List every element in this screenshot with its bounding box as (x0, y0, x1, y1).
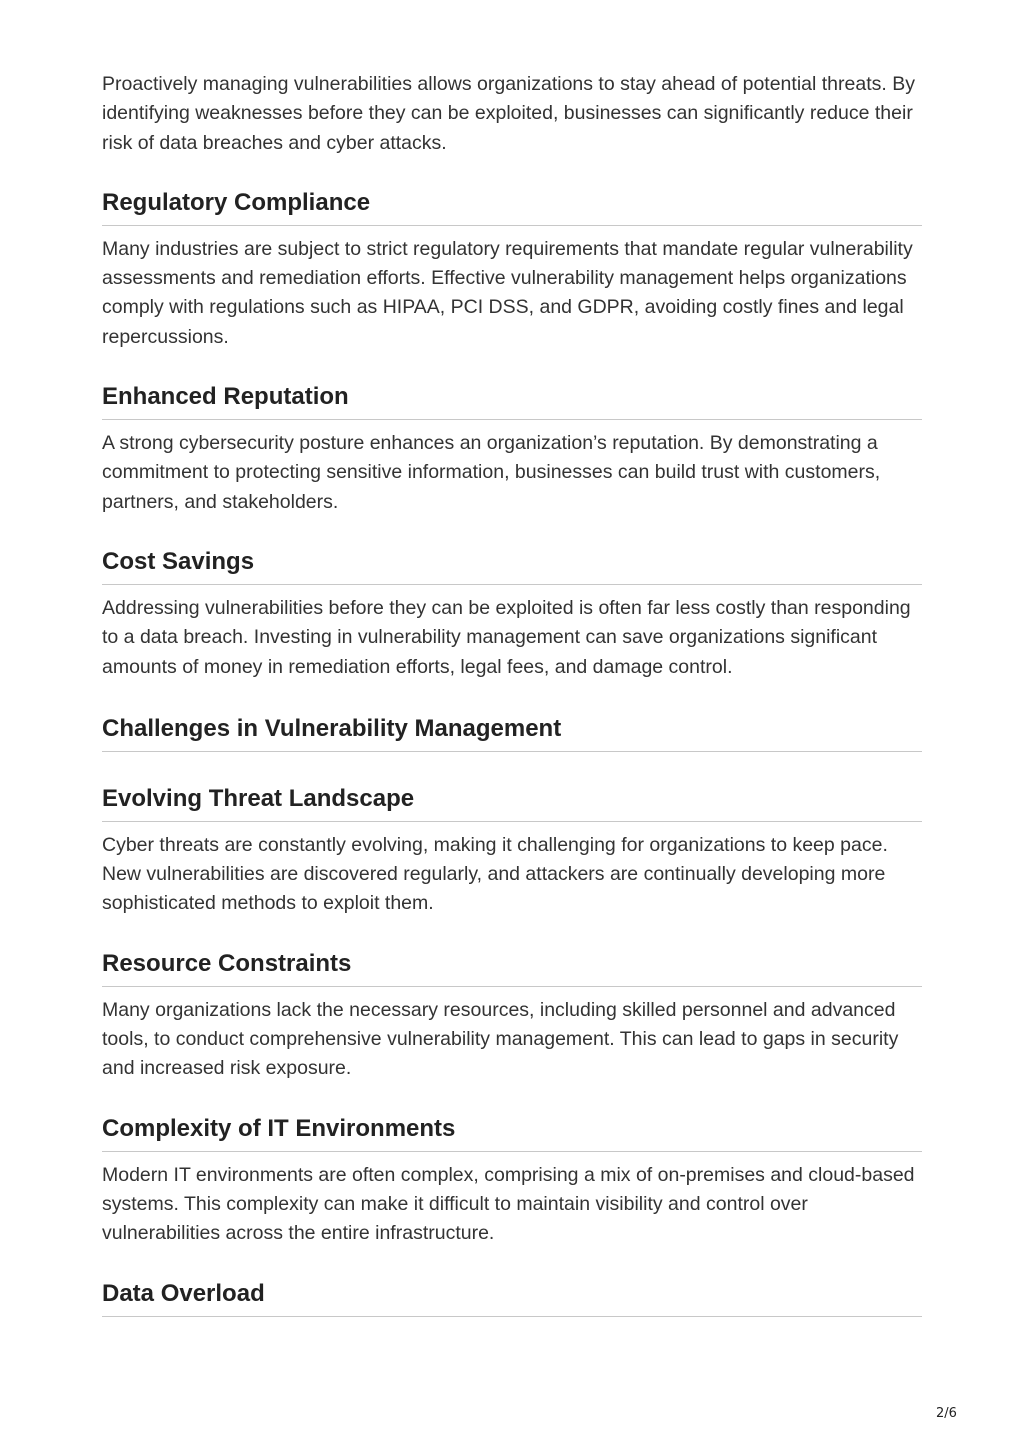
section-heading: Enhanced Reputation (102, 382, 922, 420)
section-body: Many industries are subject to strict regulatory requirements that mandate regular vulnerability assessments and remediation efforts. Effective vulnerability management helps organizations comply with regulations such as HIPAA, PCI DSS, and GDPR, avoiding costly fines and legal repercussions. (102, 237, 913, 348)
section-complexity-of-it-environments (102, 1114, 922, 1249)
section-data-overload (102, 1279, 922, 1317)
section-resource-constraints (102, 949, 922, 1084)
section-heading: Resource Constraints (102, 949, 922, 987)
section-heading: Data Overload (102, 1279, 922, 1317)
section-regulatory-compliance (102, 188, 922, 352)
document-page (102, 70, 922, 1317)
section-heading: Complexity of IT Environments (102, 1114, 922, 1152)
section-heading: Regulatory Compliance (102, 188, 922, 226)
section-body: Cyber threats are constantly evolving, making it challenging for organizations to keep pace. New vulnerabilities are discovered regularly, and attackers are continually developing more sophisticated methods to exploit them. (102, 833, 888, 915)
section-heading: Challenges in Vulnerability Management (102, 714, 922, 752)
section-heading: Evolving Threat Landscape (102, 784, 922, 822)
section-evolving-threat-landscape (102, 784, 922, 919)
section-body: Addressing vulnerabilities before they can be exploited is often far less costly than responding to a data breach. Investing in vulnerability management can save organizations significant amounts of money in remediation efforts, legal fees, and damage control. (102, 596, 911, 678)
page-number: 2/6 (936, 1406, 957, 1421)
intro-paragraph: Proactively managing vulnerabilities allows organizations to stay ahead of potential threats. By identifying weaknesses before they can be exploited, businesses can significantly reduce their risk of data breaches and cyber attacks. (102, 73, 915, 154)
section-heading: Cost Savings (102, 547, 922, 585)
section-cost-savings (102, 547, 922, 682)
section-enhanced-reputation (102, 382, 922, 517)
section-body: Many organizations lack the necessary resources, including skilled personnel and advanced tools, to conduct comprehensive vulnerability management. This can lead to gaps in security and increased risk exposure. (102, 998, 899, 1080)
section-body: Modern IT environments are often complex, comprising a mix of on-premises and cloud-based systems. This complexity can make it difficult to maintain visibility and control over vulnerabilities across the entire infrastructure. (102, 1163, 915, 1245)
section-body: A strong cybersecurity posture enhances an organization’s reputation. By demonstrating a commitment to protecting sensitive information, businesses can build trust with customers, partners, and stakeholders. (102, 432, 881, 513)
section-challenges (102, 714, 922, 752)
